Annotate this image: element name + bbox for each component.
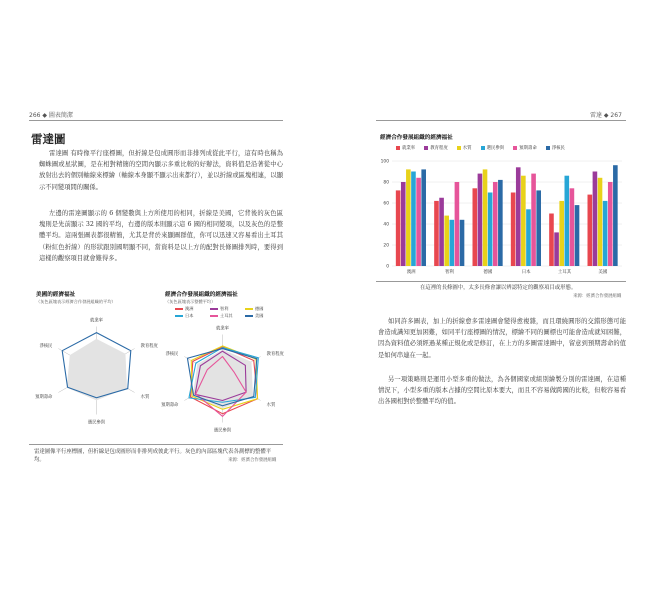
radar-left-axis-label: 淨核民 xyxy=(39,344,53,349)
bar-5-5 xyxy=(613,165,618,266)
bar-category-label: 澳洲 xyxy=(406,270,416,275)
bar-category-label: 日本 xyxy=(521,270,531,275)
bar-3-4 xyxy=(531,174,536,266)
bar-4-0 xyxy=(549,214,554,267)
bar-y-tick-label: 40 xyxy=(383,222,389,228)
bar-3-2 xyxy=(521,176,526,266)
bar-1-2 xyxy=(444,216,449,266)
bar-category-label: 德國 xyxy=(483,270,493,275)
bar-y-tick-label: 20 xyxy=(383,243,389,249)
radar-right-axis-label: 預期壽命 xyxy=(161,403,179,408)
radar-right-legend-item xyxy=(245,306,280,312)
bar-chart-title: 經濟合作發展組織的經濟福祉 xyxy=(380,135,453,141)
radar-left-axis-label: 水質 xyxy=(140,395,150,400)
radar-right-axis-label: 淨核民 xyxy=(165,352,179,357)
radar-right-legend-item xyxy=(210,306,245,312)
bar-legend-item xyxy=(513,145,537,151)
bar-chart-legend xyxy=(396,145,626,151)
bar-2-2 xyxy=(483,169,488,266)
radar-right-axis-label: 水質 xyxy=(266,403,276,408)
radar-left-subtitle: （灰色區塊表示經濟合作發展組織的平均） xyxy=(36,299,116,304)
radar-right-legend-label: 智利 xyxy=(220,306,229,311)
bar-1-3 xyxy=(450,220,455,266)
bar-0-3 xyxy=(411,172,416,267)
bar-legend-swatch xyxy=(481,146,485,150)
radar-left-axis-label: 預期壽命 xyxy=(35,395,53,400)
bar-legend-item xyxy=(396,145,415,151)
bar-legend-label: 淨核民 xyxy=(551,146,565,151)
bar-3-1 xyxy=(516,167,521,266)
radar-right-legend-label: 澳洲 xyxy=(185,306,194,311)
right-caption-rule xyxy=(376,281,626,282)
bar-legend-item xyxy=(481,145,505,151)
radar-right-legend-swatch xyxy=(245,308,253,309)
bar-2-4 xyxy=(493,182,498,266)
bar-4-5 xyxy=(575,205,580,266)
left-page-header: 266 ◆ 圖表簡潔 xyxy=(29,112,73,119)
bar-legend-label: 就業率 xyxy=(402,146,416,151)
bar-1-4 xyxy=(455,182,460,266)
bar-4-3 xyxy=(565,176,570,266)
bar-3-0 xyxy=(511,193,516,267)
bar-category-label: 土耳其 xyxy=(557,270,572,275)
bar-1-1 xyxy=(439,198,444,266)
bar-legend-swatch xyxy=(424,146,428,150)
radar-right-legend-label: 德國 xyxy=(255,306,264,311)
radar-left-axis-label: 選民參與 xyxy=(87,420,106,426)
bar-legend-item xyxy=(424,145,448,151)
bar-legend-swatch xyxy=(457,146,461,150)
radar-right-legend-label: 美國 xyxy=(255,313,264,318)
radar-right-legend-swatch xyxy=(175,308,183,309)
radar-left-title: 美國的經濟福祉 xyxy=(36,292,76,298)
right-paragraph-1: 如同許多圖表，加上的折線愈多雷達圖會變得愈複雜，而且環繞圓形的交錯形態可能會造成識知更加困難，如同平行座標圖的情況，標繪不同的圖標也可能會造成就知困難，因為資料值必須經過某種正規化或是修訂，在上方的多圖雷達圖中，留意到預期壽命的值是如何串連在一起。 xyxy=(378,318,626,359)
bar-legend-swatch xyxy=(396,146,400,150)
bar-legend-item xyxy=(546,145,565,151)
bar-legend-label: 水質 xyxy=(462,146,472,151)
bar-3-3 xyxy=(526,209,531,266)
radar-right-legend-label: 日本 xyxy=(185,313,194,318)
bar-5-4 xyxy=(608,182,613,266)
bar-5-3 xyxy=(603,201,608,266)
bar-legend-label: 教育程度 xyxy=(430,146,448,151)
bar-0-5 xyxy=(421,169,426,266)
bar-3-5 xyxy=(536,190,541,266)
right-page-header: 雷達 ◆ 267 xyxy=(590,112,622,119)
bar-0-2 xyxy=(406,169,411,266)
radar-right-legend-swatch xyxy=(210,308,218,309)
bar-4-2 xyxy=(559,201,564,266)
bar-y-tick-label: 0 xyxy=(386,264,389,270)
bar-y-tick-label: 60 xyxy=(383,201,389,207)
left-caption-rule xyxy=(29,444,283,445)
bar-legend-swatch xyxy=(546,146,550,150)
bar-y-tick-label: 100 xyxy=(380,159,389,165)
bar-2-3 xyxy=(488,193,493,267)
left-source: 來源：經濟合作發展組織 xyxy=(228,458,277,463)
radar-right-legend-label: 土耳其 xyxy=(220,313,233,318)
radar-left-chart xyxy=(34,308,159,433)
bar-5-1 xyxy=(593,172,598,267)
section-title: 雷達圖 xyxy=(31,132,66,146)
bar-4-1 xyxy=(554,232,559,266)
bar-category-label: 美國 xyxy=(598,270,608,275)
bar-0-1 xyxy=(401,182,406,266)
bar-chart xyxy=(374,155,626,280)
bar-5-2 xyxy=(598,178,603,266)
bar-1-5 xyxy=(460,220,465,266)
bar-category-label: 智利 xyxy=(445,270,454,275)
left-header-rule xyxy=(29,120,283,121)
radar-right-axis-label: 就業率 xyxy=(216,326,229,332)
left-caption: 雷達圖像平行座標圖，但折線是包成圓形而非排列成彼此平行。灰色的內部區塊代表各測標的整體平均。 xyxy=(34,449,272,463)
bar-2-1 xyxy=(478,174,483,266)
bar-2-5 xyxy=(498,180,503,266)
right-source: 來源：經濟合作發展組織 xyxy=(573,294,622,299)
bar-4-4 xyxy=(570,188,575,266)
left-paragraph-1: 雷達圖 有時像平行座標圖，但折線是包成圓形而非排列成從此平行，這有時也稱為蜘蛛圖或星狀圖，是在相對精簡的空間內顯示多重比較的好辦法，資料值是沿著從中心放射出去的個別軸線來標繪（軸線本身顯不顯示出來都行），並以折線或區塊相連，以顯示不同變項間的關係。 xyxy=(39,150,283,191)
bar-y-tick-label: 80 xyxy=(383,180,389,186)
bar-legend-label: 預期壽命 xyxy=(519,146,537,151)
bar-0-4 xyxy=(416,178,421,266)
bar-legend-item xyxy=(457,145,472,151)
bar-2-0 xyxy=(473,188,478,266)
radar-right-chart xyxy=(160,316,285,441)
right-caption: 在這裡的長條圖中，太多長條會讓以辨認特定的觀察項目或形態。 xyxy=(420,285,577,291)
radar-left-axis-label: 就業率 xyxy=(90,318,103,324)
radar-right-axis-label: 選民參與 xyxy=(213,428,232,434)
radar-right-title: 經濟合作發展組織的經濟福祉 xyxy=(165,292,238,298)
radar-right-legend-item xyxy=(175,306,210,312)
bar-legend-label: 選民參與 xyxy=(486,146,505,151)
left-paragraph-2: 左邊的雷達圖顯示的 6 個變數與上方所使用的相同，折線是美國，它背後的灰色區塊則是先前顯示 32 國的平均，右邊的版本則顯示這 6 國的相同變項，以及灰色的是整體平均。這兩張圖表都很精簡，尤其是背於來顯圖群值，你可以迅速又容易看出土耳其（粉紅色折線）的形狀跟別國明顯不同，當資料是以上方的配對長條圖排列時，要得到這樣的觀察項目就會難得多。 xyxy=(39,210,283,262)
radar-right-axis-label: 教育程度 xyxy=(266,352,284,357)
radar-right-subtitle: （灰色區塊表示整體平均） xyxy=(165,299,216,304)
radar-left-axis-label: 教育程度 xyxy=(140,344,158,349)
bar-0-0 xyxy=(396,190,401,266)
right-header-rule xyxy=(376,120,626,121)
right-paragraph-2: 另一項策略則是運用小型多重的做法，為各個國家或組別繪製分別的雷達圖，在這種情況下，小型多重的版本占據的空間比原本要大，而且不容易做跨國的比較，但較容易看出各國相對於整體平均的值。 xyxy=(378,376,626,406)
bar-5-0 xyxy=(588,195,593,266)
bar-legend-swatch xyxy=(513,146,517,150)
bar-1-0 xyxy=(434,201,439,266)
